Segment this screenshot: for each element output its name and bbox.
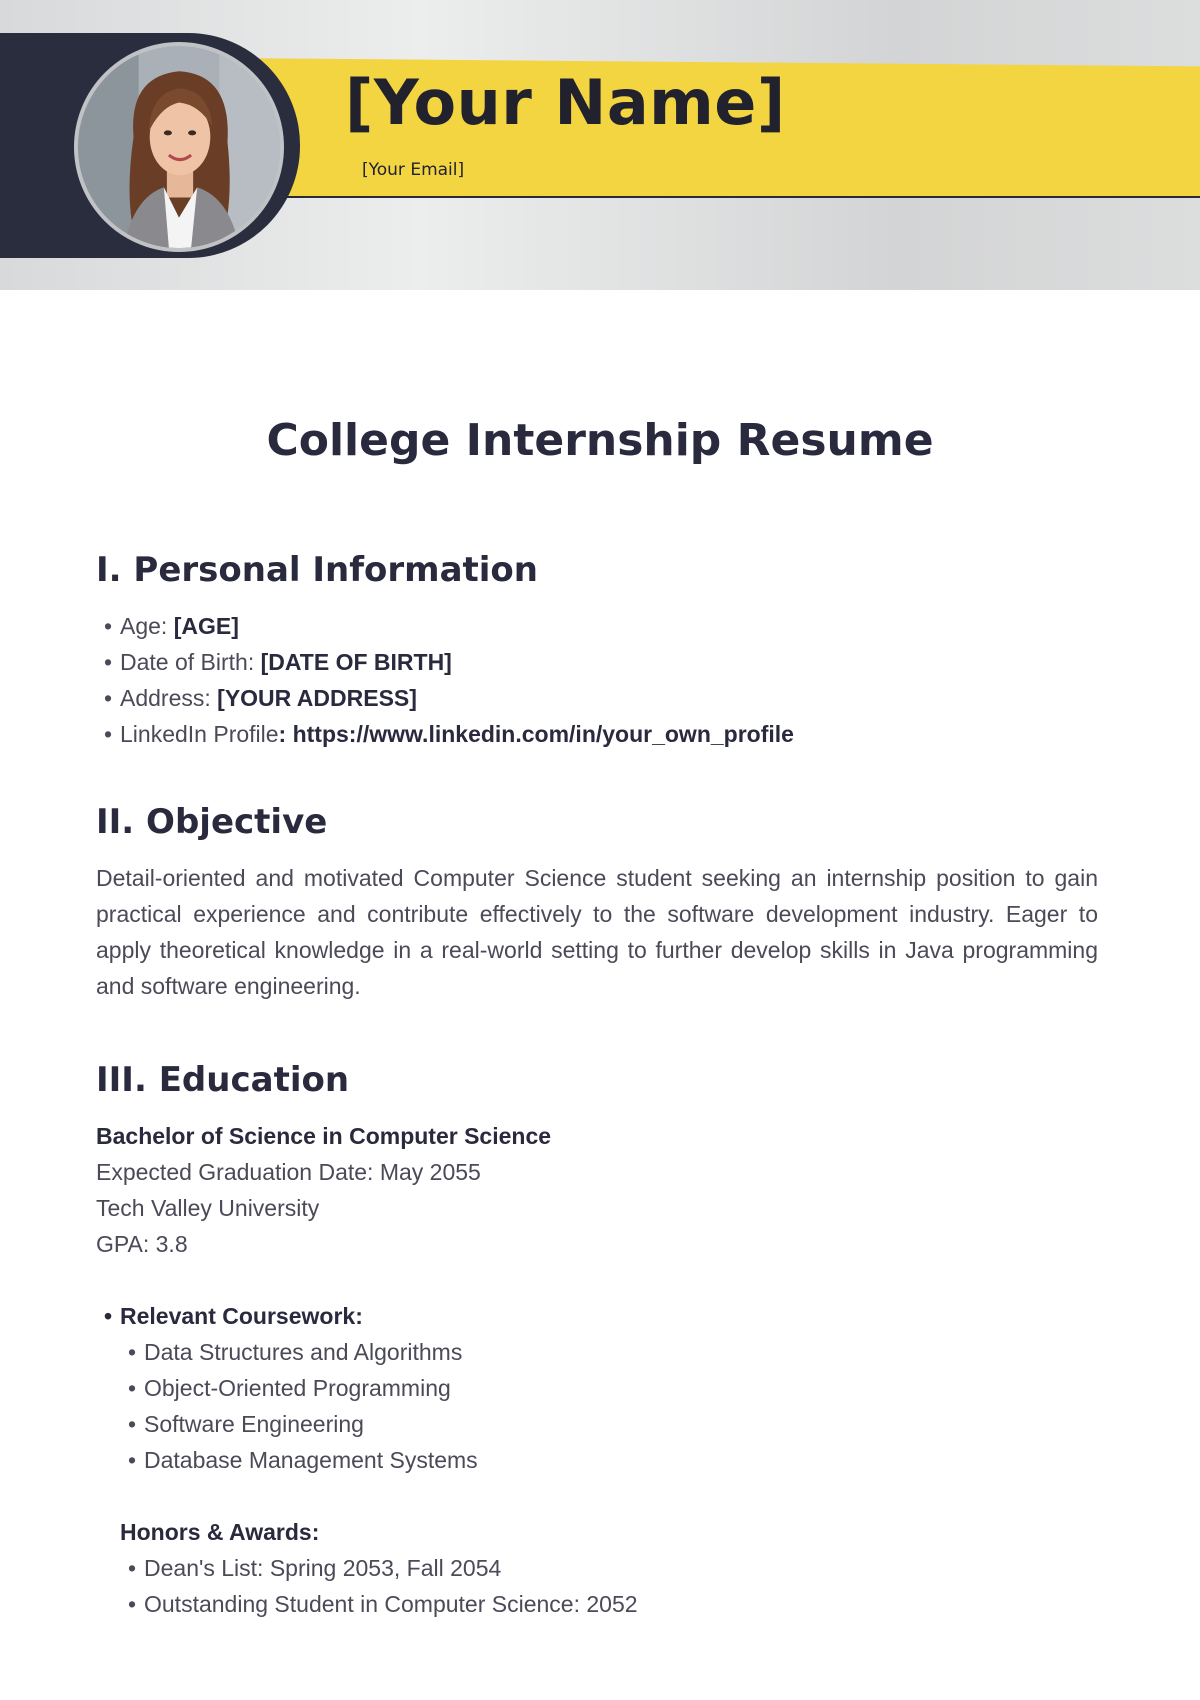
- list-item: • Object-Oriented Programming: [128, 1370, 1098, 1406]
- list-item: [104, 608, 1098, 644]
- objective-text: Detail-oriented and motivated Computer Science student seeking an internship position to gain practical experience and contribute effectively to the software development industry. Eager to apply theoretical knowledge in a real-world setting to further develop skills in Java programming and software engineering.: [96, 865, 1098, 999]
- honors-heading: Honors & Awards:: [120, 1519, 320, 1545]
- resume-content: [96, 550, 1098, 1622]
- coursework-list: [96, 1334, 1098, 1478]
- list-item: • Database Management Systems: [128, 1442, 1098, 1478]
- field-label: LinkedIn Profile: [120, 721, 279, 747]
- objective-section: [96, 802, 1098, 1004]
- field-value: [AGE]: [173, 613, 239, 639]
- graduation-date: Expected Graduation Date: May 2055: [96, 1159, 481, 1185]
- coursework-heading: • Relevant Coursework:: [96, 1298, 1098, 1334]
- section-heading: III. Education: [96, 1060, 350, 1100]
- gpa: GPA: 3.8: [96, 1231, 188, 1257]
- profile-photo: [74, 42, 284, 252]
- linkedin-link: : https://www.linkedin.com/in/your_own_profile: [278, 721, 794, 747]
- list-item: [104, 680, 1098, 716]
- degree-name: Bachelor of Science in Computer Science: [96, 1123, 552, 1149]
- section-heading: I. Personal Information: [96, 550, 538, 590]
- candidate-email: [Your Email]: [362, 160, 465, 180]
- school-name: Tech Valley University: [96, 1195, 320, 1221]
- field-label: Date of Birth:: [120, 649, 261, 675]
- resume-header: [0, 0, 1200, 290]
- list-item: • Data Structures and Algorithms: [128, 1334, 1098, 1370]
- field-label: Age:: [120, 613, 174, 639]
- candidate-name: [Your Name]: [345, 66, 786, 139]
- personal-information-section: [96, 550, 1098, 752]
- list-item: • Software Engineering: [128, 1406, 1098, 1442]
- document-title: College Internship Resume: [266, 415, 934, 466]
- field-label: Address:: [120, 685, 218, 711]
- list-item: • Dean's List: Spring 2053, Fall 2054: [128, 1550, 1098, 1586]
- list-item: • Outstanding Student in Computer Science: 2052: [128, 1586, 1098, 1622]
- list-item: [104, 716, 1098, 752]
- personal-info-list: [96, 608, 1098, 752]
- person-portrait-icon: [78, 46, 280, 248]
- field-value: [YOUR ADDRESS]: [217, 685, 417, 711]
- field-value: [DATE OF BIRTH]: [260, 649, 452, 675]
- list-item: [104, 644, 1098, 680]
- honors-list: [96, 1550, 1098, 1622]
- section-heading: II. Objective: [96, 802, 328, 842]
- education-section: [96, 1060, 1098, 1622]
